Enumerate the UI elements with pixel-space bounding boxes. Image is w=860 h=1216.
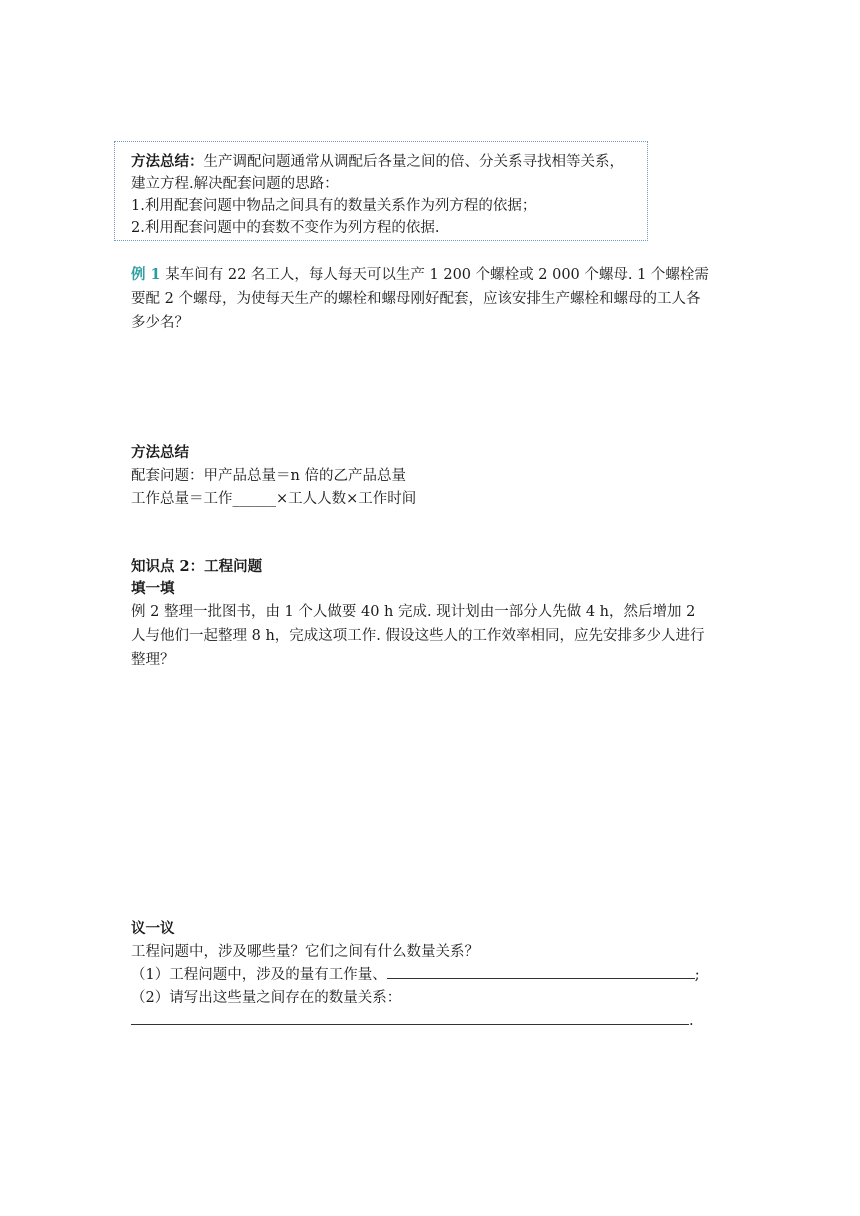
method-summary-line-3: 1.利用配套问题中物品之间具有的数量关系作为列方程的依据； [131,198,537,214]
method-summary-2-line-1: 配套问题：甲产品总量＝n 倍的乙产品总量 [131,468,406,484]
example1-label: 例 1 [131,266,161,283]
discuss-q1-end: ; [694,967,700,983]
method-summary-2-line-2 [131,488,416,510]
discuss-q2-end: . [689,1013,694,1029]
example2-line-1: 例 2 整理一批图书，由 1 个人做要 40 h 完成. 现计划由一部分人先做 4 h，然后增加 2 [131,604,696,620]
example2-line-2: 人与他们一起整理 8 h，完成这项工作. 假设这些人的工作效率相同，应先安排多少人进行 [131,628,705,644]
work-total-text: 工作总量＝工作 [131,491,233,507]
method-summary-line-2: 建立方程.解决配套问题的思路： [131,176,339,192]
example1-line-3: 多少名？ [131,315,189,331]
method-summary-2-title: 方法总结 [131,444,189,461]
example2-line-3: 整理？ [131,652,175,668]
example1-line-2: 要配 2 个螺母，为使每天生产的螺栓和螺母刚好配套，应该安排生产螺栓和螺母的工人各 [131,291,701,307]
fill-in-subtitle: 填一填 [131,580,175,597]
discuss-line-1: 工程问题中，涉及哪些量？它们之间有什么数量关系？ [131,944,479,960]
discuss-title: 议一议 [131,920,175,937]
work-efficiency-blank[interactable]: ______ [232,491,276,507]
work-total-text-rest: ×工人人数×工作时间 [276,491,417,507]
discuss-line-4 [131,1010,694,1032]
method-summary-text: 生产调配问题通常从调配后各量之间的倍、分关系寻找相等关系， [203,154,624,170]
discuss-line-2 [131,964,700,986]
method-summary-title: 方法总结： [131,153,204,170]
discuss-q2-answer-blank[interactable] [131,1010,689,1025]
method-summary-line-1 [131,151,624,173]
example1-line-1 [131,264,709,286]
discuss-q1-answer-blank[interactable] [387,964,695,979]
knowledge-point-2-title: 知识点 2：工程问题 [131,558,263,575]
discuss-line-3: （2）请写出这些量之间存在的数量关系： [131,990,402,1006]
example1-text-1: 某车间有 22 名工人，每人每天可以生产 1 200 个螺栓或 2 000 个螺母. 1 个螺栓需 [165,267,709,283]
discuss-q1-text: （1）工程问题中，涉及的量有工作量、 [131,967,387,983]
method-summary-line-4: 2.利用配套问题中的套数不变作为列方程的依据. [131,220,440,236]
